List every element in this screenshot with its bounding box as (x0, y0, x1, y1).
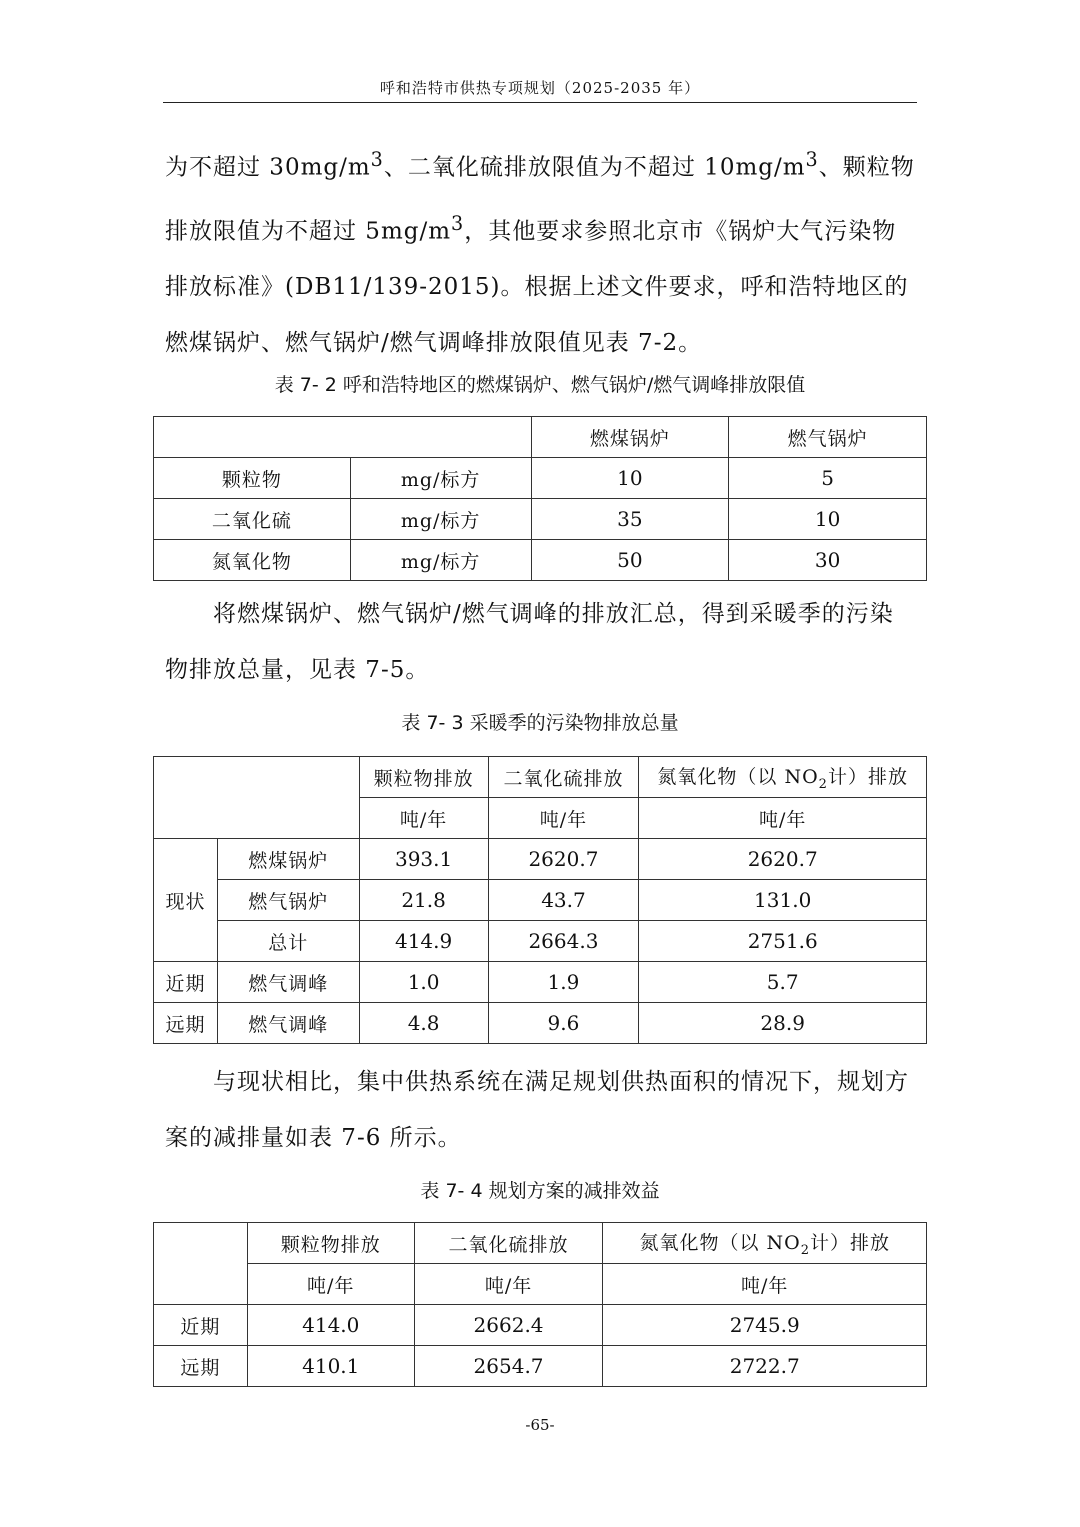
value-cell: 393.1 (359, 839, 488, 880)
value-cell: 414.9 (359, 921, 488, 962)
unit-cell: 吨/年 (603, 1264, 927, 1305)
header-nox-text: 氮氧化物（以 NO (639, 1232, 801, 1255)
value-cell: 2620.7 (488, 839, 639, 880)
table-heating-season-emissions (153, 756, 927, 1044)
unit-cell: mg/标方 (350, 499, 531, 540)
header-coal-boiler: 燃煤锅炉 (531, 417, 729, 458)
value-cell: 2662.4 (414, 1305, 603, 1346)
table2-caption: 表 7- 3 采暖季的污染物排放总量 (401, 712, 679, 734)
value-cell: 4.8 (359, 1003, 488, 1044)
value-cell: 28.9 (639, 1003, 927, 1044)
table-row (154, 540, 927, 581)
value-cell: 2745.9 (603, 1305, 927, 1346)
table-row (154, 880, 927, 921)
page-number: -65- (525, 1416, 555, 1434)
row-label: 燃煤锅炉 (217, 839, 359, 880)
header-so2: 二氧化硫排放 (414, 1223, 603, 1264)
value-cell: 50 (531, 540, 729, 581)
group-label-current: 现状 (154, 839, 218, 962)
table-row (154, 921, 927, 962)
table-row (154, 458, 927, 499)
empty-header-cell (154, 1223, 248, 1305)
value-cell: 2722.7 (603, 1346, 927, 1387)
value-cell: 30 (729, 540, 927, 581)
table-row (154, 962, 927, 1003)
table-row (154, 499, 927, 540)
header-pm: 颗粒物排放 (359, 757, 488, 798)
row-label: 二氧化硫 (154, 499, 351, 540)
row-label: 总计 (217, 921, 359, 962)
row-label: 燃气锅炉 (217, 880, 359, 921)
value-cell: 414.0 (247, 1305, 414, 1346)
unit-cell: 吨/年 (359, 798, 488, 839)
value-cell: 35 (531, 499, 729, 540)
value-cell: 21.8 (359, 880, 488, 921)
table3-caption: 表 7- 4 规划方案的减排效益 (420, 1180, 660, 1202)
row-label: 燃气调峰 (217, 1003, 359, 1044)
header-pm: 颗粒物排放 (247, 1223, 414, 1264)
value-cell: 1.9 (488, 962, 639, 1003)
table-row (154, 839, 927, 880)
unit-cell: 吨/年 (414, 1264, 603, 1305)
group-label-far: 远期 (154, 1003, 218, 1044)
table-header-row (154, 757, 927, 798)
header-nox (603, 1223, 927, 1264)
value-cell: 2664.3 (488, 921, 639, 962)
empty-header-cell (154, 417, 532, 458)
para1-text-a: 为不超过 30mg/m (165, 154, 371, 181)
paragraph-emission-limits (165, 132, 917, 371)
value-cell: 10 (531, 458, 729, 499)
value-cell: 43.7 (488, 880, 639, 921)
table-row (154, 1346, 927, 1387)
table-emission-limits (153, 416, 927, 581)
para1-text-d: ，其他要求参照北京市《锅炉大气污染物排放标准》(DB11/139-2015)。根据上述文件要求，呼和浩特地区的燃煤锅炉、燃气锅炉/燃气调峰排放限值见表 7-2。 (165, 218, 909, 357)
unit-cell: 吨/年 (247, 1264, 414, 1305)
superscript-3: 3 (451, 211, 465, 235)
row-label: 颗粒物 (154, 458, 351, 499)
value-cell: 5.7 (639, 962, 927, 1003)
header-gas-boiler: 燃气锅炉 (729, 417, 927, 458)
table1-caption: 表 7- 2 呼和浩特地区的燃煤锅炉、燃气锅炉/燃气调峰排放限值 (274, 374, 806, 396)
unit-cell: mg/标方 (350, 458, 531, 499)
paragraph-summary: 将燃煤锅炉、燃气锅炉/燃气调峰的排放汇总，得到采暖季的污染物排放总量，见表 7-5。 (165, 601, 894, 683)
row-label: 近期 (154, 1305, 248, 1346)
value-cell: 2751.6 (639, 921, 927, 962)
value-cell: 410.1 (247, 1346, 414, 1387)
para1-text-c: 、颗粒物排放限值为不超过 5mg/m (165, 154, 915, 245)
subscript-2: 2 (800, 1242, 810, 1258)
header-nox (639, 757, 927, 798)
subscript-2: 2 (818, 776, 828, 792)
table-header-row (154, 1223, 927, 1264)
superscript-3: 3 (805, 148, 819, 171)
table-reduction-benefit (153, 1222, 927, 1387)
unit-cell: 吨/年 (639, 798, 927, 839)
group-label-near: 近期 (154, 962, 218, 1003)
header-nox-text-b: 计）排放 (809, 1232, 890, 1255)
superscript-3: 3 (370, 148, 384, 171)
value-cell: 1.0 (359, 962, 488, 1003)
empty-header-cell (154, 757, 360, 839)
table-row (154, 1305, 927, 1346)
row-label: 远期 (154, 1346, 248, 1387)
paragraph-reduction: 与现状相比，集中供热系统在满足规划供热面积的情况下，规划方案的减排量如表 7-6 所示。 (165, 1069, 909, 1151)
table-row (154, 1003, 927, 1044)
unit-cell: 吨/年 (488, 798, 639, 839)
value-cell: 9.6 (488, 1003, 639, 1044)
row-label: 燃气调峰 (217, 962, 359, 1003)
row-label: 氮氧化物 (154, 540, 351, 581)
value-cell: 5 (729, 458, 927, 499)
header-nox-text-b: 计）排放 (827, 766, 908, 789)
table-unit-row (154, 1264, 927, 1305)
unit-cell: mg/标方 (350, 540, 531, 581)
value-cell: 131.0 (639, 880, 927, 921)
value-cell: 10 (729, 499, 927, 540)
value-cell: 2620.7 (639, 839, 927, 880)
para1-text-b: 、二氧化硫排放限值为不超过 10mg/m (383, 154, 806, 181)
header-so2: 二氧化硫排放 (488, 757, 639, 798)
page-header: 呼和浩特市供热专项规划（2025-2035 年） (163, 74, 917, 103)
table-header-row (154, 417, 927, 458)
value-cell: 2654.7 (414, 1346, 603, 1387)
header-nox-text: 氮氧化物（以 NO (657, 766, 819, 789)
